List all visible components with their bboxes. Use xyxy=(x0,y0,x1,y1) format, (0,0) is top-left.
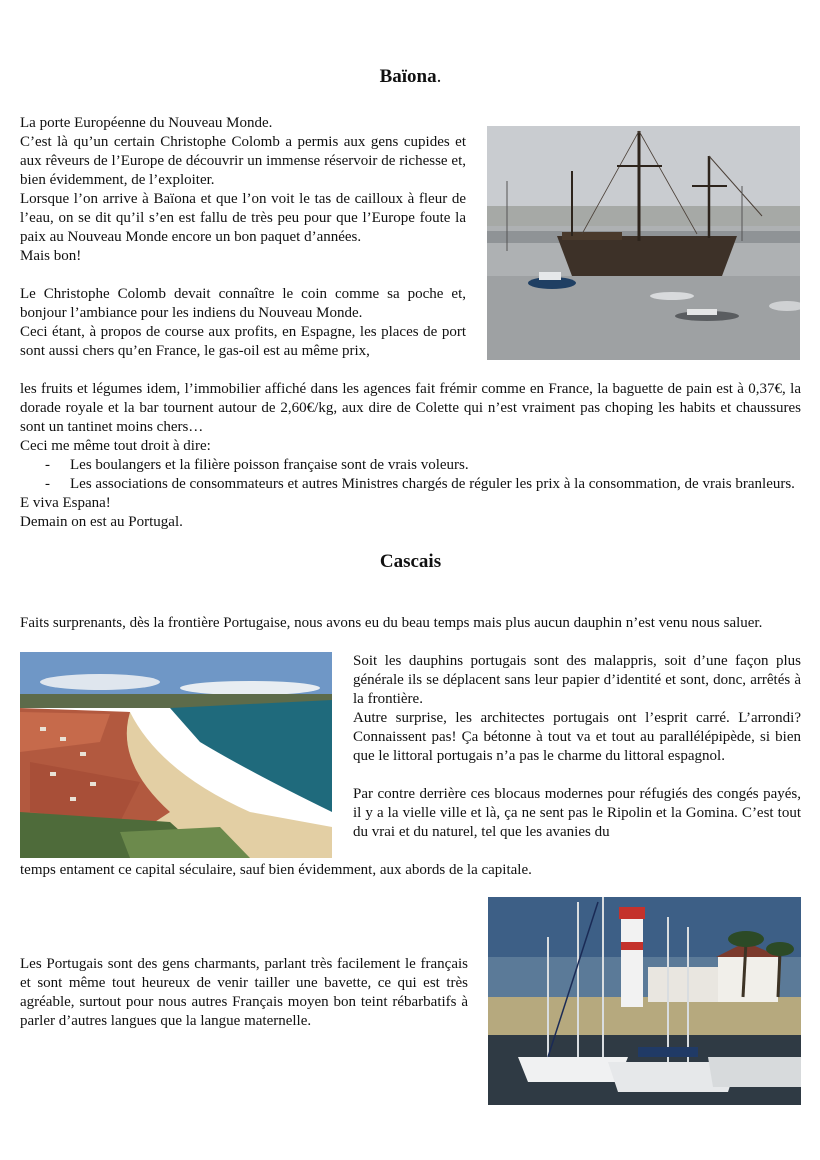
paragraph: Mais bon! xyxy=(20,248,82,264)
paragraph: les fruits et légumes idem, l’immobilier affiché dans les agences fait frémir comme en France, la baguette de pain est à 0,37€, la dorade royale et la bar tournent autour de 2,60€/kg, aux dire de Colette qui n’est vraiment pas choping les habits et chaussures sont un tantinet moins chers… xyxy=(20,381,801,435)
baiona-text-top xyxy=(20,114,466,361)
baiona-text-bottom xyxy=(20,380,801,532)
paragraph: temps entament ce capital séculaire, sauf bien évidemment, aux abords de la capitale. xyxy=(20,862,532,878)
paragraph: Par contre derrière ces blocaus modernes pour réfugiés des congés payés, il y a la vielle ville et là, ça ne sent pas le Ripolin et la Gomina. C’est tout du vrai et du naturel, tel que les avanies du xyxy=(353,786,801,840)
paragraph: Soit les dauphins portugais sont des malappris, soit d’une façon plus générale ils se déplacent sans leur papier d’identité et sont, donc, arrêtés à la frontière. xyxy=(353,653,801,707)
cascais-text-full xyxy=(20,861,801,880)
marina-photo xyxy=(488,897,801,1105)
list-item: - Les boulangers et la filière poisson française sont de vrais voleurs. xyxy=(45,457,469,473)
paragraph: Demain on est au Portugal. xyxy=(20,514,183,530)
cascais-intro xyxy=(20,614,801,633)
paragraph: La porte Européenne du Nouveau Monde. xyxy=(20,115,273,131)
paragraph: Ceci me même tout droit à dire: xyxy=(20,438,211,454)
list-item: - Les associations de consommateurs et autres Ministres chargés de réguler les prix à la consommation, de vrais branleurs. xyxy=(45,476,795,492)
section-title-cascais: Cascais xyxy=(379,551,442,572)
paragraph: Faits surprenants, dès la frontière Portugaise, nous avons eu du beau temps mais plus aucun dauphin n’est venu nous saluer. xyxy=(20,615,763,631)
cascais-text-right xyxy=(353,652,801,842)
paragraph: Les Portugais sont des gens charmants, parlant très facilement le français et sont même tout heureux de venir tailler une bavette, ce qui est très agréable, surtout pour nous autres Français moyen bon teint rébarbatifs à parler d’autres langues que la langue maternelle. xyxy=(20,956,468,1029)
beach-photo xyxy=(20,652,332,858)
bullet-list xyxy=(20,456,801,494)
cascais-text-bottom xyxy=(20,955,468,1031)
paragraph: Autre surprise, les architectes portugais ont l’esprit carré. L’arrondi? Connaissent pas! Ça bétonne à tout va et tout au parallélépipède, si bien que le littoral portugais n’a pas le charme du littoral espagnol. xyxy=(353,710,801,764)
section-title-baiona: Baïona. xyxy=(379,66,442,87)
paragraph: C’est là qu’un certain Christophe Colomb a permis aux gens cupides et aux rêveurs de l’Europe de découvrir un immense réservoir de richesse et, bien évidemment, de l’exploiter. xyxy=(20,134,466,188)
paragraph: Le Christophe Colomb devait connaître le coin comme sa poche et, bonjour l’ambiance pour les indiens du Nouveau Monde. xyxy=(20,286,466,321)
paragraph: Lorsque l’on arrive à Baïona et que l’on voit le tas de cailloux à fleur de l’eau, on se dit qu’il s’en est fallu de très peu pour que l’Europe foute la paix au Nouveau Monde encore un bon paquet d’années. xyxy=(20,191,466,245)
paragraph: Ceci étant, à propos de course aux profits, en Espagne, les places de port sont aussi chers qu’en France, le gas-oil est au même prix, xyxy=(20,324,466,359)
paragraph: E viva Espana! xyxy=(20,495,111,511)
galleon-photo xyxy=(487,126,800,360)
